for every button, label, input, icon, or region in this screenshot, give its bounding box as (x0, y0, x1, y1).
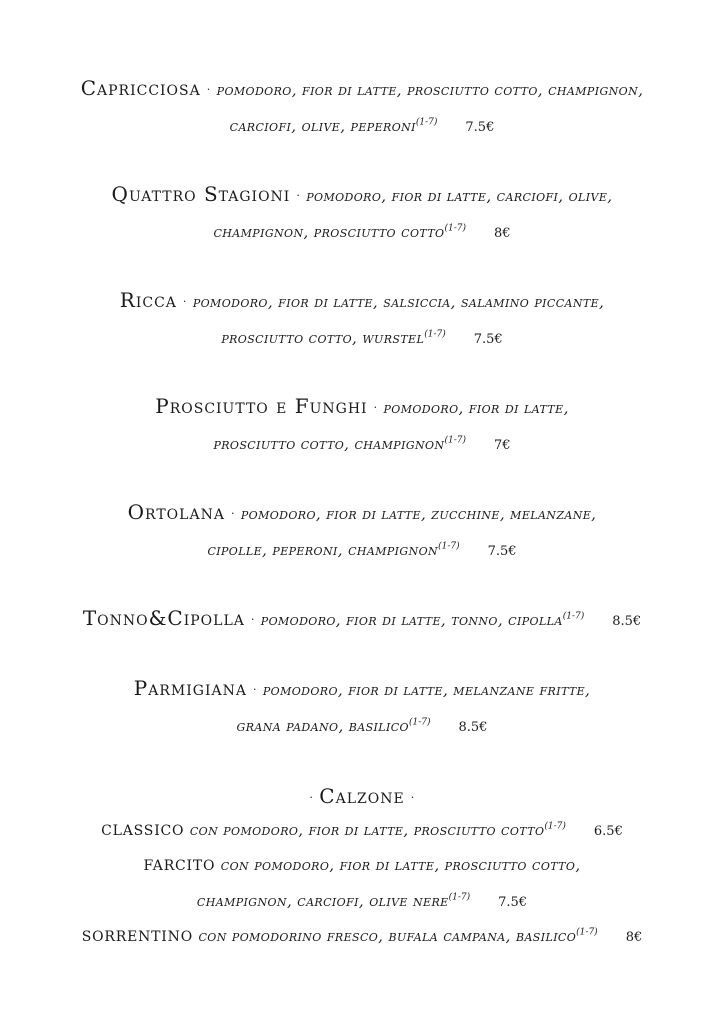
item-price: 7.5€ (487, 544, 517, 559)
item-name: Parmigiana (133, 676, 247, 700)
item-separator: · (296, 189, 301, 202)
item-separator: · (230, 507, 235, 520)
item-separator: · (182, 295, 187, 308)
item-price: 6.5€ (593, 824, 623, 839)
item-ingredients-cont: champignon, prosciutto cotto (213, 223, 445, 241)
menu-item-capricciosa-line2 (0, 116, 724, 135)
item-ingredients: pomodoro, fior di latte, carciofi, olive, (306, 187, 613, 205)
calzone-item-sorrentino (0, 926, 724, 945)
item-separator: · (206, 83, 211, 96)
heading-separator-left: · (309, 791, 314, 804)
allergen-code: (1-7) (562, 611, 585, 622)
item-price: 8€ (625, 930, 643, 945)
item-ingredients: pomodoro, fior di latte, salsiccia, salamino piccante, (192, 293, 605, 311)
item-ingredients-cont: cipolle, peperoni, champignon (207, 541, 439, 559)
section-title: Calzone (319, 784, 405, 808)
item-ingredients: pomodoro, fior di latte, (383, 399, 569, 417)
item-ingredients: con pomodoro, fior di latte, prosciutto cotto, (220, 856, 581, 874)
item-price: 7.5€ (498, 895, 528, 910)
item-price: 8€ (494, 226, 511, 241)
allergen-code: (1-7) (438, 541, 460, 552)
section-heading-calzone (0, 784, 724, 808)
item-name: Quattro Stagioni (111, 182, 291, 206)
item-name: Prosciutto e Funghi (155, 394, 368, 418)
allergen-code: (1-7) (448, 892, 471, 903)
allergen-code: (1-7) (408, 717, 431, 728)
item-price: 8.5€ (612, 614, 642, 629)
menu-item-prosciutto-funghi-line2 (0, 434, 724, 453)
item-ingredients-cont: prosciutto cotto, champignon (213, 435, 445, 453)
item-separator: · (252, 683, 257, 696)
item-price: 7.5€ (473, 332, 503, 347)
item-price: 7€ (494, 438, 511, 453)
item-ingredients: con pomodorino fresco, bufala campana, basilico (198, 927, 577, 945)
menu-item-quattro-stagioni (0, 182, 724, 206)
item-ingredients: pomodoro, fior di latte, zucchine, melanzane, (240, 505, 597, 523)
menu-item-quattro-stagioni-line2 (0, 222, 724, 241)
allergen-code: (1-7) (544, 821, 566, 832)
item-name: Ricca (119, 288, 177, 312)
allergen-code: (1-7) (424, 329, 446, 340)
item-ingredients-cont: grana padano, basilico (236, 717, 409, 735)
item-name: Tonno&Cipolla (82, 606, 245, 630)
item-ingredients: pomodoro, fior di latte, prosciutto cotto, champignon, (216, 81, 644, 99)
item-ingredients-cont: carciofi, olive, peperoni (229, 117, 416, 135)
menu-item-capricciosa (0, 76, 724, 100)
menu-item-ortolana-line2 (0, 540, 724, 559)
item-separator: · (250, 613, 255, 626)
item-name: FARCITO (143, 858, 216, 874)
item-name: Ortolana (127, 500, 225, 524)
heading-separator-right: · (410, 791, 415, 804)
allergen-code: (1-7) (415, 117, 438, 128)
item-ingredients: pomodoro, fior di latte, tonno, cipolla (260, 611, 563, 629)
menu-item-prosciutto-funghi (0, 394, 724, 418)
allergen-code: (1-7) (444, 435, 466, 446)
menu-item-parmigiana-line2 (0, 716, 724, 735)
calzone-item-classico (0, 820, 724, 839)
item-separator: · (373, 401, 378, 414)
item-name: SORRENTINO (81, 929, 193, 945)
item-price: 7.5€ (465, 120, 495, 135)
calzone-item-farcito-line2 (0, 891, 724, 910)
calzone-item-farcito (0, 855, 724, 874)
menu-item-ortolana (0, 500, 724, 524)
allergen-code: (1-7) (576, 927, 598, 938)
item-name: Capricciosa (80, 76, 201, 100)
menu-item-ricca-line2 (0, 328, 724, 347)
item-ingredients: con pomodoro, fior di latte, prosciutto cotto (189, 821, 545, 839)
item-ingredients: pomodoro, fior di latte, melanzane fritte, (262, 681, 591, 699)
menu-item-tonno-cipolla (0, 606, 724, 630)
item-name: CLASSICO (101, 823, 185, 839)
menu-item-ricca (0, 288, 724, 312)
menu-item-parmigiana (0, 676, 724, 700)
allergen-code: (1-7) (444, 223, 466, 234)
item-price: 8.5€ (458, 720, 488, 735)
item-ingredients-cont: prosciutto cotto, wurstel (221, 329, 425, 347)
item-ingredients-cont: champignon, carciofi, olive nere (196, 892, 449, 910)
